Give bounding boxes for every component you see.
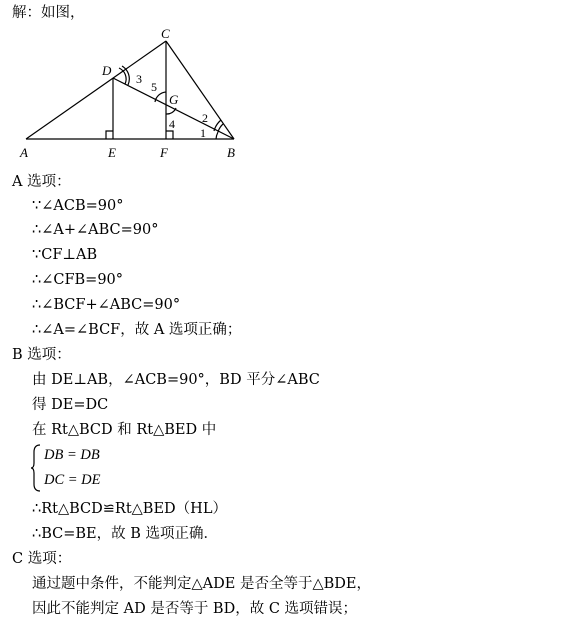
right-angle-F (166, 131, 173, 139)
option-b-title: B 选项： (12, 347, 71, 363)
option-c-line-2: 因此不能判定 AD 是否等于 BD，故 C 选项错误； (32, 601, 358, 617)
option-b-line-2: 得 DE=DC (32, 397, 109, 413)
option-a-line-3: ∵CF⊥AB (32, 247, 98, 263)
arc-angle-2b (214, 120, 221, 131)
label-C: C (161, 26, 170, 41)
system-brace (30, 444, 42, 492)
option-b-eq-1: DB = DB (44, 447, 100, 463)
option-b-eq-2: DC = DE (44, 472, 101, 488)
label-B: B (227, 145, 235, 160)
option-c-line-1: 通过题中条件，不能判定△ADE 是否全等于△BDE， (32, 576, 371, 592)
option-a-line-1: ∵∠ACB=90° (32, 198, 124, 214)
label-F: F (160, 145, 168, 160)
label-angle-5: 5 (151, 80, 157, 94)
label-D: D (102, 63, 112, 78)
option-a-line-6: ∴∠A=∠BCF，故 A 选项正确； (32, 322, 242, 338)
arc-angle-2 (218, 124, 223, 132)
option-b-line-6: ∴Rt△BCD≌Rt△BED（HL） (32, 501, 227, 517)
side-AC (26, 41, 166, 139)
label-E: E (108, 145, 116, 160)
label-A: A (20, 145, 28, 160)
label-angle-3: 3 (136, 72, 142, 86)
arc-angle-1 (216, 132, 218, 139)
label-angle-4: 4 (169, 117, 175, 131)
label-G: G (169, 92, 179, 107)
label-angle-1: 1 (200, 126, 206, 140)
side-CB (166, 41, 234, 139)
option-b-line-1: 由 DE⊥AB，∠ACB=90°，BD 平分∠ABC (32, 372, 320, 388)
solution-header: 解：如图， (12, 5, 85, 21)
label-angle-2: 2 (202, 111, 208, 125)
right-angle-E (106, 131, 113, 139)
option-b-line-7: ∴BC=BE，故 B 选项正确． (32, 526, 219, 542)
option-a-line-2: ∴∠A+∠ABC=90° (32, 222, 159, 238)
geometry-figure (14, 26, 274, 166)
option-a-line-5: ∴∠BCF+∠ABC=90° (32, 297, 181, 313)
option-c-title: C 选项： (12, 551, 72, 567)
option-a-title: A 选项： (12, 174, 71, 190)
option-a-line-4: ∴∠CFB=90° (32, 272, 124, 288)
option-b-line-3: 在 Rt△BCD 和 Rt△BED 中 (32, 422, 217, 438)
